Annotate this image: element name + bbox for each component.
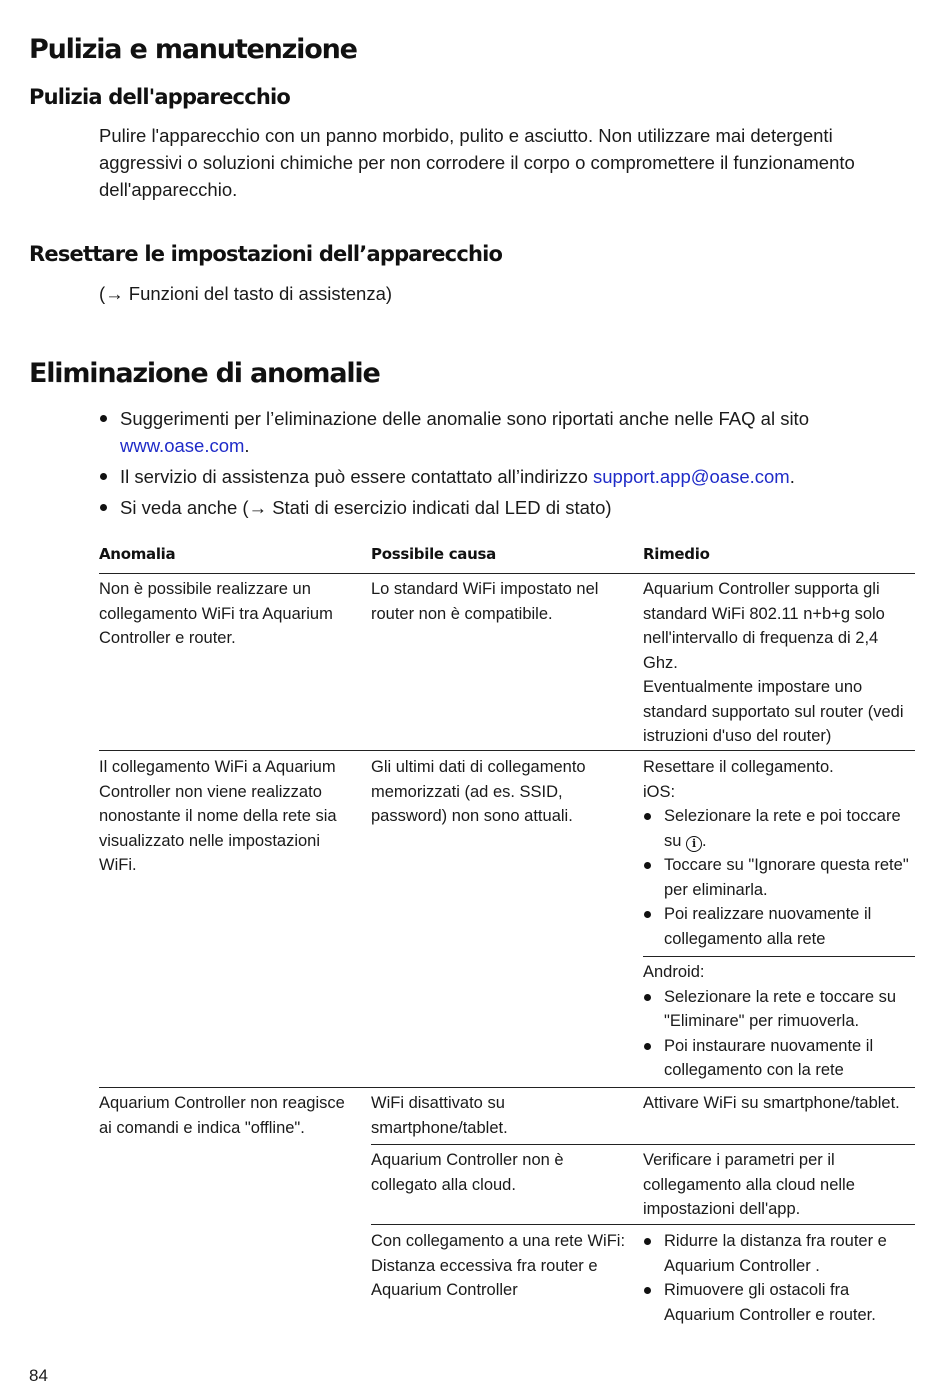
- row3-remedy-1: Attivare WiFi su smartphone/tablet.: [643, 1094, 900, 1112]
- oase-website-link[interactable]: www.oase.com: [120, 435, 245, 456]
- bullet-see-also: Si veda anche (→ Stati di esercizio indicati dal LED di stato): [99, 494, 889, 521]
- distance-step: Rimuovere gli ostacoli fra Aquarium Controller e router.: [643, 1278, 913, 1327]
- row2-remedy-ios: Resettare il collegamento. iOS: Selezionare la rete e poi toccare su i . Toccare su "Ignorare questa rete" per eliminarla. Poi realizzare nuovamente il collegamento alla rete: [643, 755, 915, 951]
- row3-anomaly: Aquarium Controller non reagisce ai comandi e indica "offline".: [99, 1094, 345, 1137]
- row3-remedy-3: [643, 1229, 913, 1327]
- table-header-remedy: Rimedio: [643, 545, 710, 563]
- table-header-anomaly: Anomalia: [99, 545, 176, 563]
- row2-remedy-android: Android: Selezionare la rete e toccare su "Eliminare" per rimuoverla. Poi instaurare nuovamente il collegamento con la rete: [643, 960, 915, 1083]
- page-number: 84: [29, 1366, 48, 1385]
- android-step: Poi instaurare nuovamente il collegamento con la rete: [643, 1034, 915, 1083]
- row3-remedy-2: Verificare i parametri per il collegamento alla cloud nelle impostazioni dell'app.: [643, 1151, 855, 1218]
- row1-anomaly: Non è possibile realizzare un collegamento WiFi tra Aquarium Controller e router.: [99, 580, 333, 647]
- info-icon: i: [686, 836, 702, 852]
- section-title-troubleshooting: Eliminazione di anomalie: [29, 358, 380, 389]
- row2-anomaly: Il collegamento WiFi a Aquarium Controller non viene realizzato nonostante il nome della rete sia visualizzato nelle impostazioni WiFi.: [99, 758, 337, 874]
- support-email-link[interactable]: support.app@oase.com: [593, 466, 790, 487]
- android-step: Selezionare la rete e toccare su "Eliminare" per rimuoverla.: [643, 985, 915, 1034]
- row2-cause: Gli ultimi dati di collegamento memorizzati (ad es. SSID, password) non sono attuali.: [371, 758, 586, 825]
- table-header-rule: [99, 573, 915, 574]
- row3-subrule-2: [371, 1224, 915, 1225]
- troubleshooting-bullets: [99, 405, 889, 525]
- row1-remedy: Aquarium Controller supporta gli standard WiFi 802.11 n+b+g solo nell'intervallo di frequenza di 2,4 Ghz. Eventualmente impostare uno standard supportato sul router (vedi istruzioni d'uso del router): [643, 580, 904, 745]
- android-steps: [643, 985, 915, 1083]
- bullet-faq: Suggerimenti per l’eliminazione delle anomalie sono riportati anche nelle FAQ al sito www.oase.com.: [99, 405, 889, 459]
- reset-reference: (→ Funzioni del tasto di assistenza): [99, 283, 393, 304]
- cleaning-paragraph: Pulire l'apparecchio con un panno morbido, pulito e asciutto. Non utilizzare mai detergenti aggressivi o soluzioni chimiche per non corrodere il corpo o compromettere il funzionamento dell'apparecchio.: [99, 125, 855, 200]
- ios-step: Toccare su "Ignorare questa rete" per eliminarla.: [643, 853, 915, 902]
- table-header-cause: Possibile causa: [371, 545, 496, 563]
- row3-subrule-1: [371, 1144, 915, 1145]
- ios-step: Selezionare la rete e poi toccare su i .: [643, 804, 915, 853]
- distance-step: Ridurre la distanza fra router e Aquarium Controller .: [643, 1229, 913, 1278]
- section-title-maintenance: Pulizia e manutenzione: [29, 34, 357, 65]
- heading-reset-settings: Resettare le impostazioni dell’apparecchio: [29, 242, 503, 266]
- row2-subrule: [643, 956, 915, 957]
- row3-cause-3: Con collegamento a una rete WiFi: Distanza eccessiva fra router e Aquarium Controller: [371, 1232, 626, 1299]
- bullet-support: Il servizio di assistenza può essere contattato all’indirizzo support.app@oase.com.: [99, 463, 889, 490]
- row1-cause: Lo standard WiFi impostato nel router non è compatibile.: [371, 580, 599, 623]
- ios-step: Poi realizzare nuovamente il collegamento alla rete: [643, 902, 915, 951]
- heading-device-cleaning: Pulizia dell'apparecchio: [29, 85, 291, 109]
- row1-rule: [99, 750, 915, 751]
- row3-cause-1: WiFi disattivato su smartphone/tablet.: [371, 1094, 508, 1137]
- ios-steps: [643, 804, 915, 951]
- row3-cause-2: Aquarium Controller non è collegato alla cloud.: [371, 1151, 564, 1194]
- distance-steps: [643, 1229, 913, 1327]
- row2-rule: [99, 1087, 915, 1088]
